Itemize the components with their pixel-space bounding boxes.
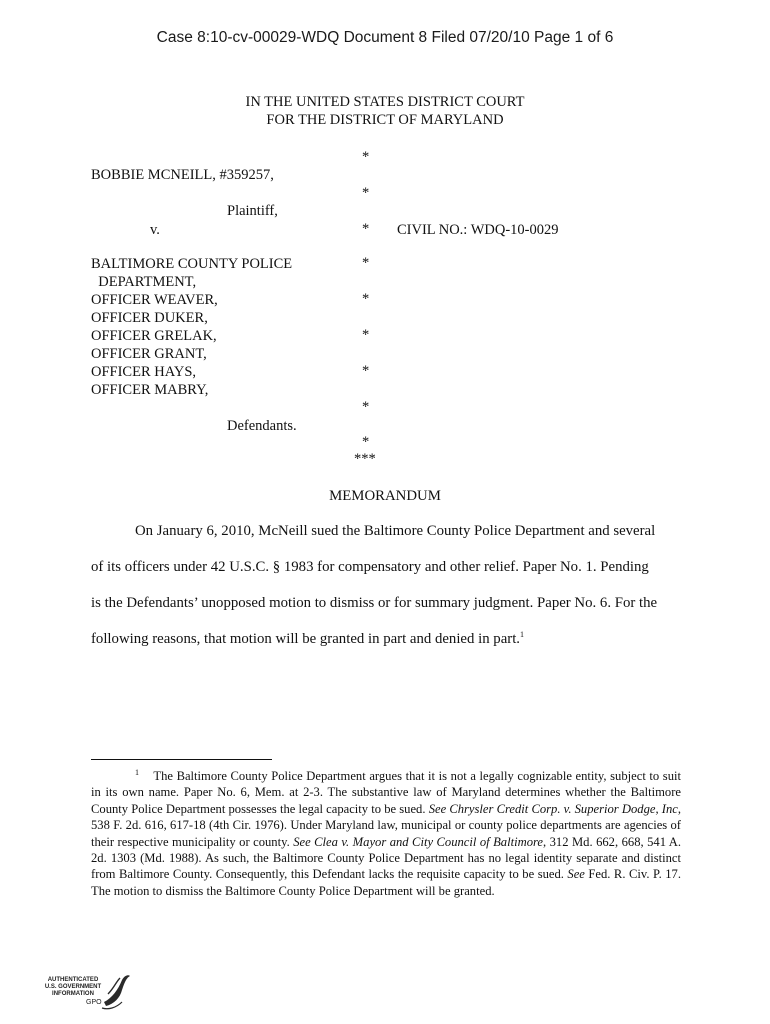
footnote-citation: See Chrysler Credit Corp. v. Superior Dodge, Inc	[428, 801, 678, 816]
caption-star: *	[362, 149, 370, 165]
caption-star: *	[362, 434, 370, 450]
footnote-number: 1	[135, 767, 139, 777]
plaintiff-role: Plaintiff,	[227, 203, 278, 219]
defendant-line: DEPARTMENT,	[91, 274, 197, 290]
caption-star: *	[362, 291, 370, 307]
seal-line: AUTHENTICATED	[47, 977, 99, 983]
caption-star: *	[362, 327, 370, 343]
defendant-line: OFFICER DUKER,	[91, 310, 208, 326]
versus-label: v.	[150, 222, 160, 238]
memo-line: is the Defendants’ unopposed motion to dismiss or for summary judgment. Paper No. 6. For the	[91, 595, 658, 611]
memo-line: On January 6, 2010, McNeill sued the Baltimore County Police Department and several	[135, 523, 656, 539]
seal-mark: GPO	[86, 999, 102, 1006]
defendants-role: Defendants.	[227, 418, 297, 434]
defendant-line: OFFICER WEAVER,	[91, 292, 218, 308]
defendant-line: OFFICER MABRY,	[91, 382, 209, 398]
footnote-text: The Baltimore County Police Department argues that it is not a legally cognizable entity, subject to suit in its own name. Paper No. 6, Mem. at 2-3. The substantive law of Maryland determines whether the Baltimore County Police Department possesses the legal capacity to be sued.	[91, 769, 681, 816]
court-district: FOR THE DISTRICT OF MARYLAND	[266, 112, 504, 128]
caption-star: *	[362, 399, 370, 415]
footnote-citation: See	[567, 867, 585, 882]
footnote-citation: See Clea v. Mayor and City Council of Baltimore	[293, 834, 544, 849]
memo-line-text: following reasons, that motion will be granted in part and denied in part.	[91, 631, 521, 647]
footnote-text: , 538 F. 2d. 616, 617-18 (4th Cir. 1976). Under Maryland law, municipal or county police departments are agencies of their respective municipality or county.	[91, 801, 682, 849]
court-name: IN THE UNITED STATES DISTRICT COURT	[245, 94, 525, 110]
footnote-text: , 312 Md. 662, 668, 541 A. 2d. 1303 (Md. 1988). As such, the Baltimore County Police Department has no legal identity separate and distinct from Baltimore County. Consequently, this Defendant lacks the requisite capacity to be sued.	[91, 834, 682, 882]
caption-star: *	[362, 221, 370, 237]
seal-line: INFORMATION	[52, 991, 94, 997]
footnote-text: Fed. R. Civ. P. 17. The motion to dismiss the Baltimore County Police Department will be granted.	[91, 867, 681, 898]
footnote	[91, 768, 681, 899]
footnote-rule	[91, 759, 272, 760]
caption-star: *	[362, 363, 370, 379]
defendant-line: BALTIMORE COUNTY POLICE	[91, 256, 293, 272]
caption-divider: ***	[354, 451, 376, 467]
defendant-line: OFFICER GRELAK,	[91, 328, 217, 344]
caption-star: *	[362, 255, 370, 271]
defendant-line: OFFICER GRANT,	[91, 346, 207, 362]
document-header: Case 8:10-cv-00029-WDQ Document 8 Filed 07/20/10 Page 1 of 6	[156, 29, 614, 46]
memo-line	[91, 631, 524, 648]
seal-line: U.S. GOVERNMENT	[44, 984, 102, 990]
gpo-authentication-seal	[44, 972, 134, 1016]
civil-number: CIVIL NO.: WDQ-10-0029	[397, 222, 559, 238]
plaintiff-name: BOBBIE MCNEILL, #359257,	[91, 167, 274, 183]
memorandum-title: MEMORANDUM	[329, 488, 441, 504]
seal-text	[44, 977, 102, 998]
footnote-reference: 1	[520, 630, 525, 640]
memo-line: of its officers under 42 U.S.C. § 1983 for compensatory and other relief. Paper No. 1. Pending	[91, 559, 649, 575]
defendant-line: OFFICER HAYS,	[91, 364, 197, 380]
caption-star: *	[362, 185, 370, 201]
